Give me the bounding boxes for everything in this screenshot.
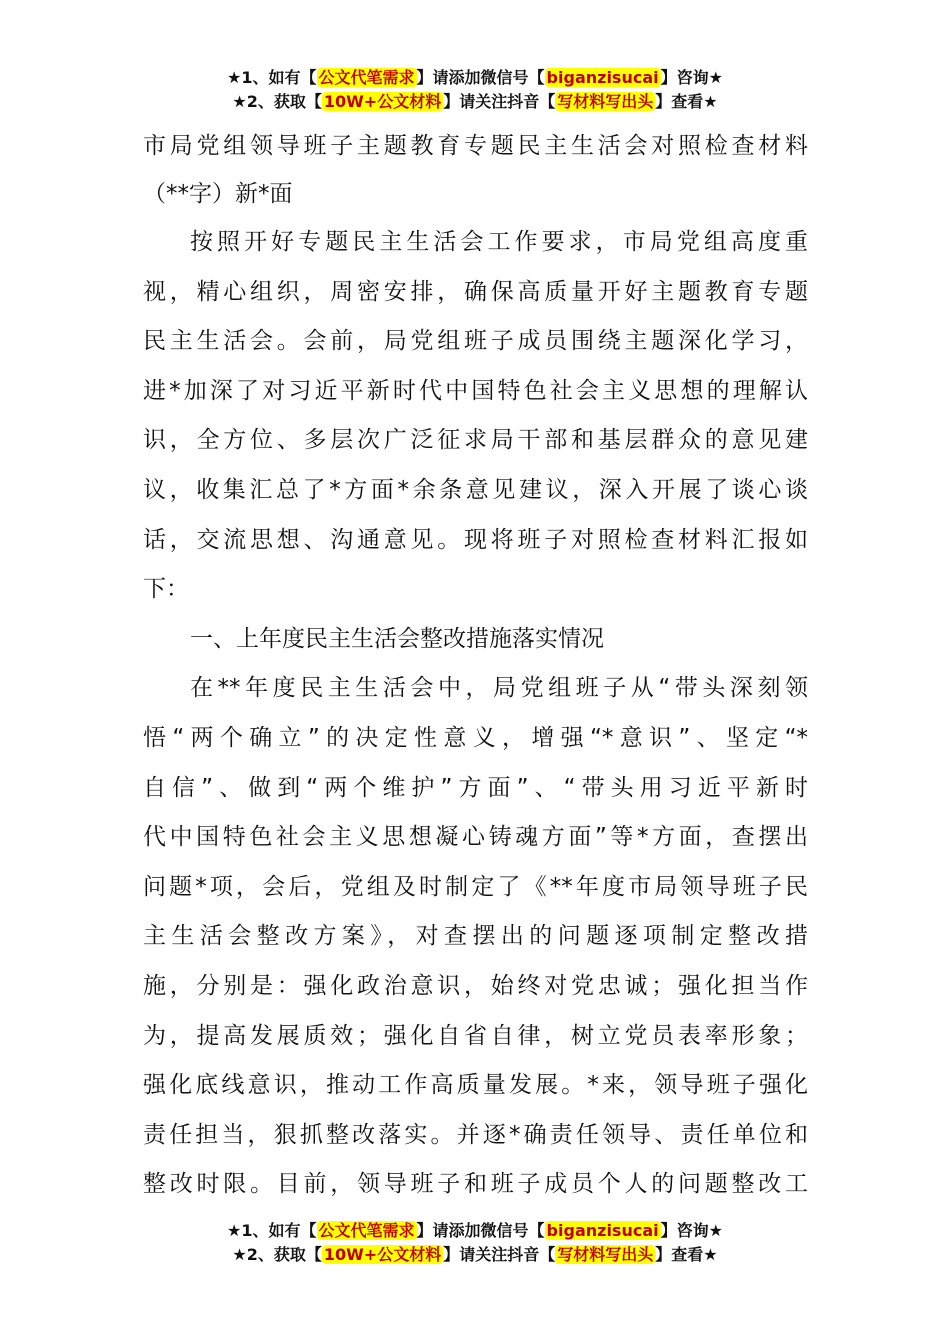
paragraph-line: 悟“两个确立”的决定性意义，增强“*意识”、坚定“* [143, 724, 808, 751]
paragraph-line: 为，提高发展质效；强化自省自律，树立党员表率形象； [143, 1022, 808, 1049]
banner-text: 】请添加微信号【 [416, 68, 545, 87]
header-banner [0, 66, 950, 114]
banner-highlight: biganzisucai [546, 68, 659, 87]
banner-line-2 [0, 1243, 950, 1267]
paragraph-line: 自信”、做到“两个维护”方面”、“带头用习近平新时 [143, 774, 808, 801]
document-body [143, 122, 808, 1210]
paragraph-line: 整改时限。目前，领导班子和班子成员个人的问题整改工 [143, 1171, 808, 1198]
banner-highlight: 10W+公文材料 [323, 1245, 442, 1264]
paragraph-line: 施，分别是：强化政治意识，始终对党忠诚；强化担当作 [143, 972, 808, 999]
banner-text: 】咨询★ [660, 1221, 723, 1240]
paragraph-line: 视，精心组织，周密安排，确保高质量开好主题教育专题 [143, 278, 808, 305]
banner-text: 】请添加微信号【 [416, 1221, 545, 1240]
banner-line-1 [0, 66, 950, 90]
banner-highlight: 写材料写出头 [557, 92, 654, 111]
banner-highlight: 10W+公文材料 [323, 92, 442, 111]
banner-text: 】咨询★ [660, 68, 723, 87]
paragraph-line: 下： [143, 576, 189, 603]
paragraph-line: 民主生活会。会前，局党组班子成员围绕主题深化学习， [143, 328, 808, 355]
banner-line-1 [0, 1219, 950, 1243]
banner-highlight: 公文代笔需求 [318, 1221, 415, 1240]
document-title-subline: （**字）新*面 [143, 181, 293, 207]
footer-banner [0, 1219, 950, 1267]
paragraph-line: 强化底线意识，推动工作高质量发展。*来，领导班子强化 [143, 1072, 808, 1099]
banner-text: ★2、获取【 [232, 1245, 322, 1264]
paragraph-line: 话，交流思想、沟通意见。现将班子对照检查材料汇报如 [143, 526, 808, 553]
banner-text: ★2、获取【 [232, 92, 322, 111]
paragraph-line: 问题*项，会后，党组及时制定了《**年度市局领导班子民 [143, 873, 808, 900]
banner-text: ★1、如有【 [227, 68, 317, 87]
section-heading: 一、上年度民主生活会整改措施落实情况 [190, 625, 604, 652]
banner-line-2 [0, 90, 950, 114]
paragraph-line: 代中国特色社会主义思想凝心铸魂方面”等*方面，查摆出 [143, 824, 808, 851]
banner-highlight: 公文代笔需求 [318, 68, 415, 87]
banner-text: 】查看★ [655, 1245, 718, 1264]
banner-text: 】请关注抖音【 [443, 1245, 556, 1264]
banner-highlight: biganzisucai [546, 1221, 659, 1240]
banner-text: 】查看★ [655, 92, 718, 111]
banner-highlight: 写材料写出头 [557, 1245, 654, 1264]
document-title: 市局党组领导班子主题教育专题民主生活会对照检查材料 [143, 133, 808, 159]
paragraph-line: 进*加深了对习近平新时代中国特色社会主义思想的理解认 [143, 377, 808, 404]
paragraph-line: 主生活会整改方案》，对查摆出的问题逐项制定整改措 [143, 923, 808, 950]
paragraph-line: 按照开好专题民主生活会工作要求，市局党组高度重 [190, 229, 808, 255]
paragraph-line: 责任担当，狠抓整改落实。并逐*确责任领导、责任单位和 [143, 1121, 808, 1148]
paragraph-line: 识，全方位、多层次广泛征求局干部和基层群众的意见建 [143, 427, 808, 454]
paragraph-line: 在**年度民主生活会中，局党组班子从“带头深刻领 [190, 675, 808, 702]
paragraph-line: 议，收集汇总了*方面*余条意见建议，深入开展了谈心谈 [143, 476, 808, 503]
banner-text: ★1、如有【 [227, 1221, 317, 1240]
banner-text: 】请关注抖音【 [443, 92, 556, 111]
